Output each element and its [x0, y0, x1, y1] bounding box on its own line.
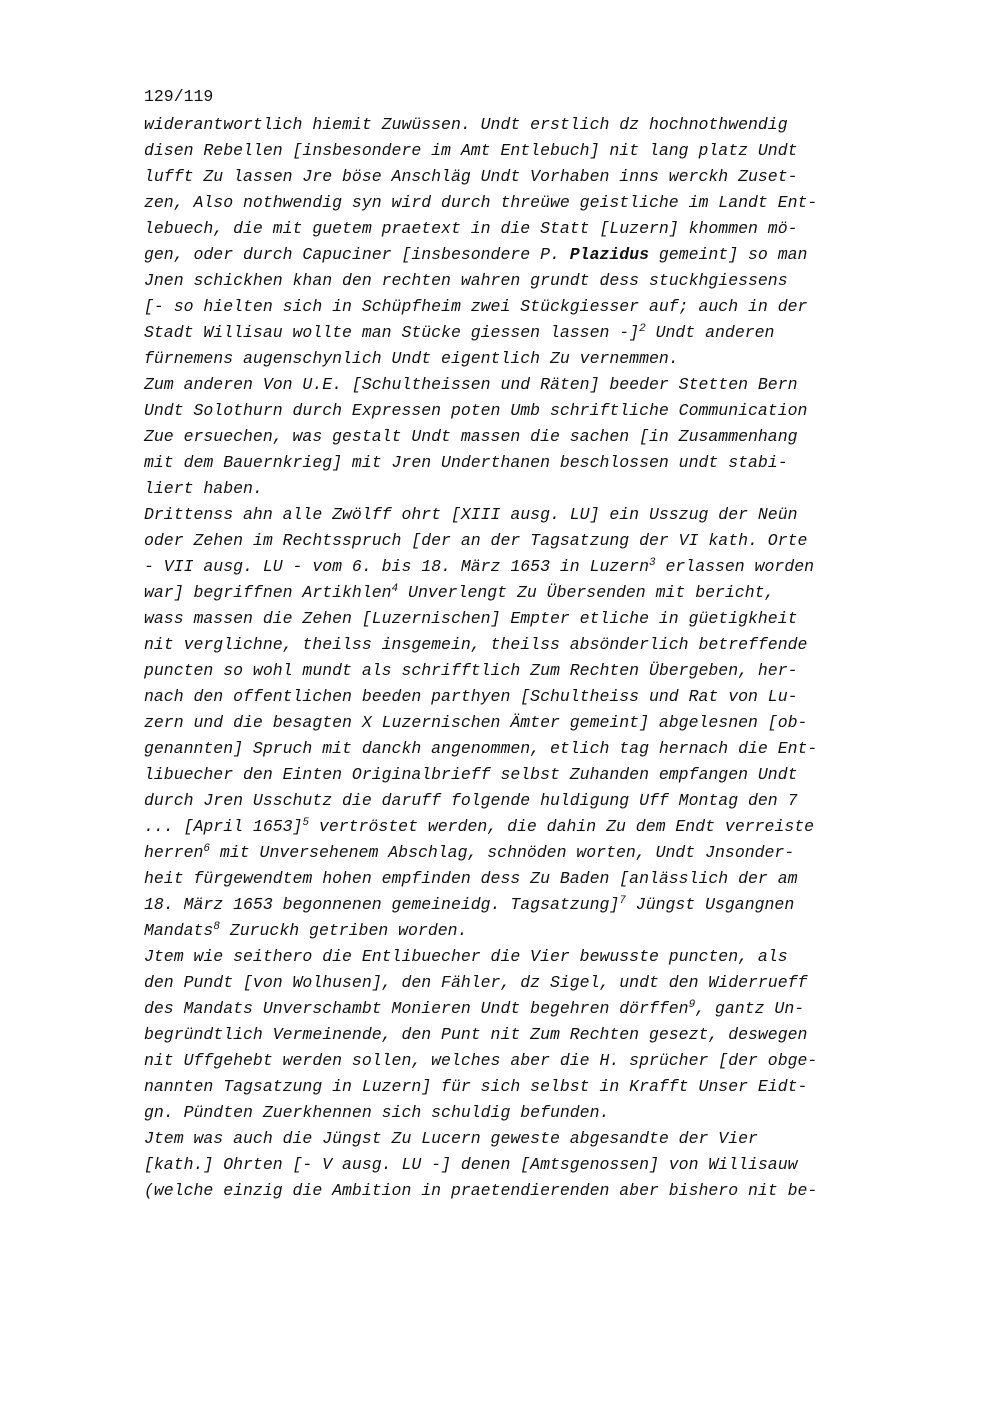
- text-line: [144, 450, 904, 476]
- text-line: [144, 1126, 904, 1152]
- text-line: [144, 580, 904, 606]
- text-segment: heit fürgewendtem hohen empfinden dess Zu Baden [anlässlich der am: [144, 869, 798, 888]
- text-segment: widerantwortlich hiemit Zuwüssen. Undt erstlich dz hochnothwendig: [144, 115, 788, 134]
- text-segment: wass massen die Zehen [Luzernischen] Empter etliche in güetigkheit: [144, 609, 798, 628]
- footnote-marker: 9: [688, 999, 696, 1011]
- text-line: [144, 606, 904, 632]
- text-line: [144, 268, 904, 294]
- text-segment: oder Zehen im Rechtsspruch [der an der Tagsatzung der VI kath. Orte: [144, 531, 808, 550]
- text-line: [144, 788, 904, 814]
- footnote-marker: 5: [302, 817, 310, 829]
- text-segment: fürnemens augenschynlich Undt eigentlich Zu vernemmen.: [144, 349, 679, 368]
- text-segment: durch Jren Usschutz die daruff folgende huldigung Uff Montag den 7: [144, 791, 798, 810]
- text-line: [144, 1022, 904, 1048]
- text-segment: Jüngst Usgangnen: [625, 895, 795, 914]
- text-line: [144, 216, 904, 242]
- footnote-marker: 2: [639, 323, 646, 335]
- text-segment: nit verglichne, theilss insgemein, theilss absönderlich betreffende: [144, 635, 808, 654]
- text-segment: begründtlich Vermeinende, den Punt nit Zum Rechten gesezt, deswegen: [144, 1025, 808, 1044]
- text-segment: - VII ausg. LU - vom 6. bis 18. März 1653 in Luzern: [144, 557, 649, 576]
- text-segment: vertröstet werden, die dahin Zu dem Endt verreiste: [309, 817, 815, 836]
- text-segment: 18. März 1653 begonnenen gemeineidg. Tagsatzung]: [144, 895, 620, 914]
- text-segment: ... [April 1653]: [144, 817, 303, 836]
- footnote-marker: 7: [619, 895, 626, 907]
- text-line: [144, 762, 904, 788]
- text-line: [144, 970, 904, 996]
- text-line: [144, 528, 904, 554]
- text-line: [144, 294, 904, 320]
- text-segment: Jtem was auch die Jüngst Zu Lucern geweste abgesandte der Vier: [144, 1129, 758, 1148]
- text-line: [144, 840, 904, 866]
- text-segment: mit dem Bauernkrieg] mit Jren Underthanen beschlossen undt stabi-: [144, 453, 788, 472]
- bold-name: Plazidus: [569, 245, 649, 264]
- text-line: [144, 1074, 904, 1100]
- text-line: [144, 138, 904, 164]
- text-segment: gen, oder durch Capuciner [insbesondere P.: [144, 245, 570, 264]
- text-segment: zen, Also nothwendig syn wird durch threüwe geistliche im Landt Ent-: [144, 193, 818, 212]
- text-line: [144, 190, 904, 216]
- text-segment: lufft Zu lassen Jre böse Anschläg Undt Vorhaben inns werckh Zuset-: [144, 167, 798, 186]
- text-segment: des Mandats Unverschambt Monieren Undt begehren dörffen: [144, 999, 689, 1018]
- page-number: 129/119: [144, 87, 214, 106]
- text-segment: Unverlengt Zu Übersenden mit bericht,: [398, 583, 775, 602]
- text-line: [144, 1100, 904, 1126]
- text-line: [144, 554, 904, 580]
- text-segment: erlassen worden: [655, 557, 815, 576]
- text-segment: Drittenss ahn alle Zwölff ohrt [XIII ausg. LU] ein Usszug der Neün: [144, 505, 798, 524]
- text-line: [144, 112, 904, 138]
- text-line: [144, 710, 904, 736]
- text-segment: genannten] Spruch mit danckh angenommen, etlich tag hernach die Ent-: [144, 739, 818, 758]
- text-segment: Undt Solothurn durch Expressen poten Umb schriftliche Communication: [144, 401, 808, 420]
- text-line: [144, 1178, 904, 1204]
- text-segment: [kath.] Ohrten [- V ausg. LU -] denen [Amtsgenossen] von Willisauw: [144, 1155, 798, 1174]
- text-segment: nannten Tagsatzung in Luzern] für sich selbst in Krafft Unser Eidt-: [144, 1077, 808, 1096]
- text-segment: gn. Pündten Zuerkhennen sich schuldig befunden.: [144, 1103, 610, 1122]
- text-line: [144, 658, 904, 684]
- footnote-marker: 8: [213, 921, 220, 933]
- text-line: [144, 320, 904, 346]
- text-segment: Jtem wie seithero die Entlibuecher die Vier bewusste puncten, als: [144, 947, 788, 966]
- text-line: [144, 1048, 904, 1074]
- text-segment: zern und die besagten X Luzernischen Ämter gemeint] abgelesnen [ob-: [144, 713, 808, 732]
- text-segment: Mandats: [144, 921, 214, 940]
- text-segment: Zue ersuechen, was gestalt Undt massen die sachen [in Zusammenhang: [144, 427, 798, 446]
- text-segment: gemeint] so man: [649, 245, 808, 264]
- text-line: [144, 164, 904, 190]
- text-segment: Jnen schickhen khan den rechten wahren grundt dess stuckhgiessens: [144, 271, 788, 290]
- text-segment: Stadt Willisau wollte man Stücke giessen lassen -]: [144, 323, 640, 342]
- document-body: [144, 112, 904, 1204]
- text-line: [144, 502, 904, 528]
- text-segment: nach den offentlichen beeden parthyen [Schultheiss und Rat von Lu-: [144, 687, 798, 706]
- text-segment: Zuruckh getriben worden.: [219, 921, 468, 940]
- text-line: [144, 424, 904, 450]
- text-line: [144, 892, 904, 918]
- footnote-marker: 3: [648, 557, 656, 569]
- text-segment: liert haben.: [144, 479, 263, 498]
- text-line: [144, 944, 904, 970]
- text-line: [144, 918, 904, 944]
- text-segment: [- so hielten sich in Schüpfheim zwei Stückgiesser auf; auch in der: [144, 297, 808, 316]
- document-page: [144, 84, 904, 1204]
- text-line: [144, 684, 904, 710]
- text-line: [144, 996, 904, 1022]
- text-line: [144, 632, 904, 658]
- text-line: [144, 346, 904, 372]
- text-line: [144, 814, 904, 840]
- text-segment: Zum anderen Von U.E. [Schultheissen und Räten] beeder Stetten Bern: [144, 375, 798, 394]
- text-segment: den Pundt [von Wolhusen], den Fähler, dz Sigel, undt den Widerrueff: [144, 973, 808, 992]
- text-segment: (welche einzig die Ambition in praetendierenden aber bishero nit be-: [144, 1181, 818, 1200]
- footnote-marker: 6: [203, 843, 211, 855]
- text-segment: Undt anderen: [645, 323, 775, 342]
- text-segment: herren: [144, 843, 204, 862]
- text-line: [144, 476, 904, 502]
- text-segment: lebuech, die mit guetem praetext in die Statt [Luzern] khommen mö-: [144, 219, 798, 238]
- text-segment: nit Uffgehebt werden sollen, welches aber die H. sprücher [der obge-: [144, 1051, 818, 1070]
- text-segment: war] begriffnen Artikhlen: [144, 583, 392, 602]
- text-line: [144, 372, 904, 398]
- text-segment: libuecher den Einten Originalbrieff selbst Zuhanden empfangen Undt: [144, 765, 798, 784]
- footnote-marker: 4: [391, 583, 399, 595]
- text-segment: disen Rebellen [insbesondere im Amt Entlebuch] nit lang platz Undt: [144, 141, 798, 160]
- text-segment: puncten so wohl mundt als schrifftlich Zum Rechten Übergeben, her-: [144, 661, 798, 680]
- text-line: [144, 736, 904, 762]
- text-line: [144, 866, 904, 892]
- text-line: [144, 242, 904, 268]
- text-line: [144, 398, 904, 424]
- text-line: [144, 1152, 904, 1178]
- text-segment: mit Unversehenem Abschlag, schnöden worten, Undt Jnsonder-: [210, 843, 795, 862]
- text-segment: , gantz Un-: [695, 999, 805, 1018]
